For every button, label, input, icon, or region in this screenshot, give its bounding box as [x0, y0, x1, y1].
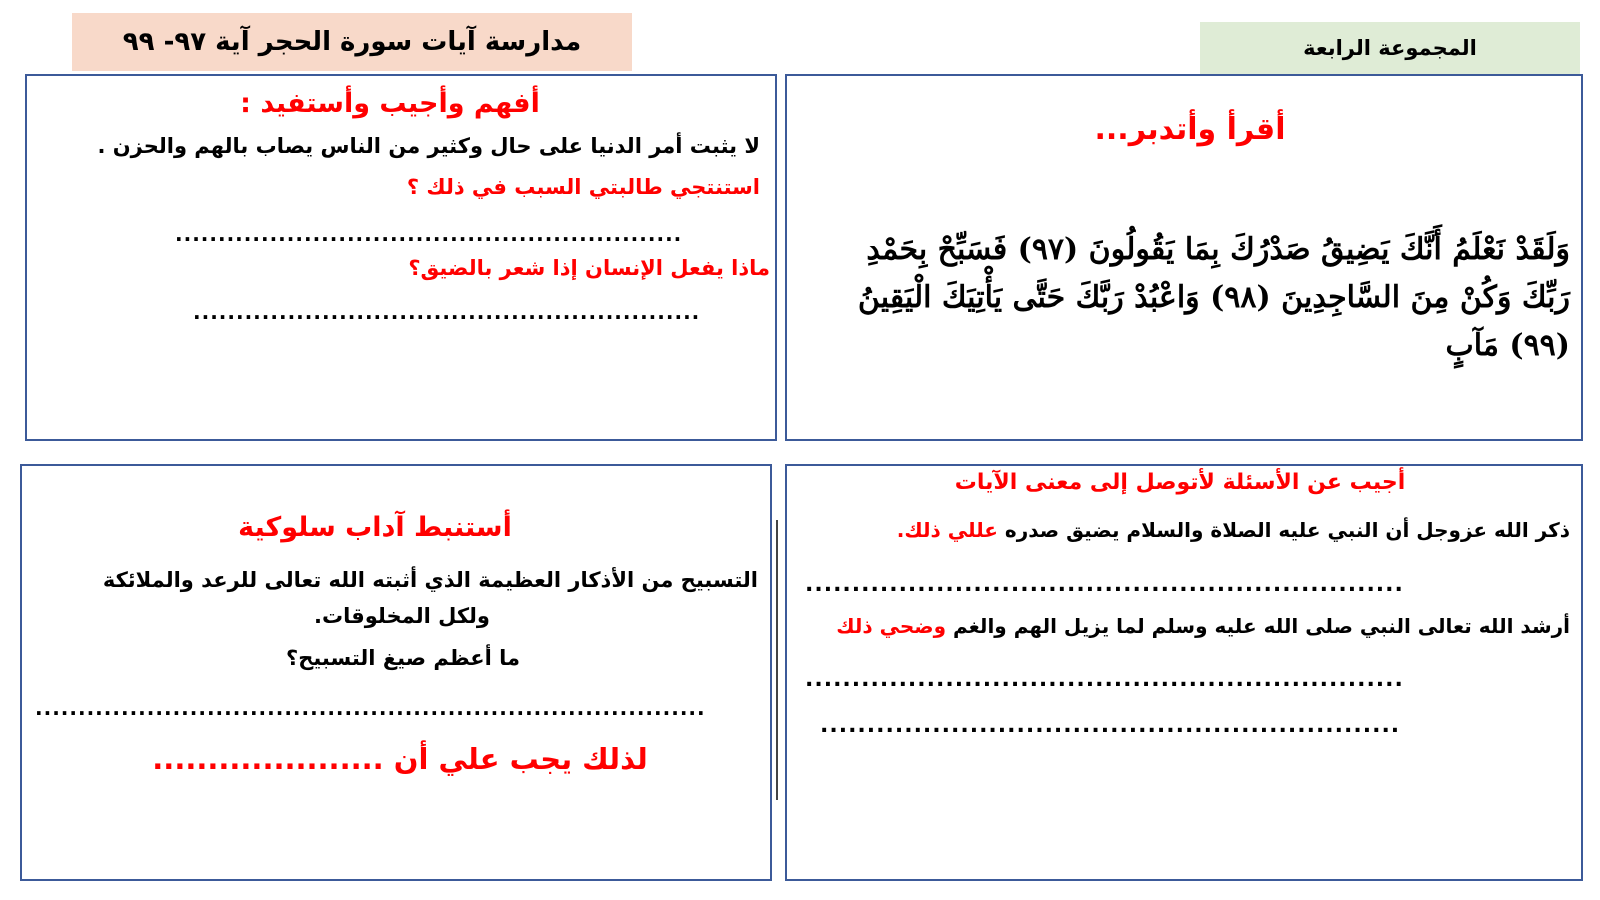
- answer-question-1-text: ذكر الله عزوجل أن النبي عليه الصلاة والسلام يضيق صدره: [997, 518, 1570, 542]
- group-label: [1200, 22, 1580, 74]
- answer-line: ................................................................: [805, 667, 1404, 692]
- page-title: [72, 13, 632, 71]
- answer-line: ...........................................................: [175, 222, 683, 246]
- answer-line: ..............................................................................: [35, 696, 706, 720]
- answer-line: ...........................................................: [193, 300, 701, 324]
- answer-line: ..............................................................: [820, 713, 1401, 738]
- understand-statement: لا يثبت أمر الدنيا على حال وكثير من الناس يصاب بالهم والحزن .: [97, 134, 760, 158]
- answer-line: ................................................................: [805, 572, 1404, 597]
- deduce-statement-line-1: التسبيح من الأذكار العظيمة الذي أثبته الله تعالى للرعد والملائكة: [102, 568, 758, 592]
- verse-line: وَلَقَدْ نَعْلَمُ أَنَّكَ يَضِيقُ صَدْرُكَ بِمَا يَقُولُونَ (٩٧) فَسَبِّحْ بِحَمْدِ: [866, 232, 1570, 267]
- verse-line: رَبِّكَ وَكُنْ مِنَ السَّاجِدِينَ (٩٨) وَاعْبُدْ رَبَّكَ حَتَّى يَأْتِيَكَ الْيَقِينُ: [857, 280, 1570, 315]
- deduce-question: ما أعظم صيغ التسبيح؟: [286, 646, 520, 670]
- answer-question-2: [800, 614, 1570, 638]
- answer-question-2-prompt: وضحي ذلك: [836, 614, 946, 638]
- deduce-heading: أستنبط آداب سلوكية: [238, 512, 512, 543]
- answer-question-2-text: أرشد الله تعالى النبي صلى الله عليه وسلم لما يزيل الهم والغم: [946, 614, 1570, 638]
- verse-text: [800, 226, 1570, 370]
- panel-divider: [776, 520, 778, 800]
- page-title-text: مدارسة آيات سورة الحجر آية ٩٧- ٩٩: [122, 27, 582, 57]
- group-label-text: المجموعة الرابعة: [1303, 36, 1477, 60]
- deduce-statement-line-2: ولكل المخلوقات.: [314, 604, 490, 628]
- answer-question-1: [800, 518, 1570, 542]
- verse-line: (٩٩) مَآبٍ: [1445, 328, 1570, 363]
- answer-question-1-prompt: عللي ذلك.: [896, 518, 998, 542]
- read-heading: أقرأ وأتدبر...: [1094, 112, 1286, 147]
- understand-heading: أفهم وأجيب وأستفيد :: [240, 88, 540, 119]
- understand-question-1: استنتجي طالبتي السبب في ذلك ؟: [406, 175, 760, 199]
- answer-heading: أجيب عن الأسئلة لأتوصل إلى معنى الآيات: [954, 470, 1406, 495]
- understand-question-2: ماذا يفعل الإنسان إذا شعر بالضيق؟: [408, 256, 770, 280]
- deduce-conclusion: لذلك يجب علي أن .....................: [152, 742, 648, 776]
